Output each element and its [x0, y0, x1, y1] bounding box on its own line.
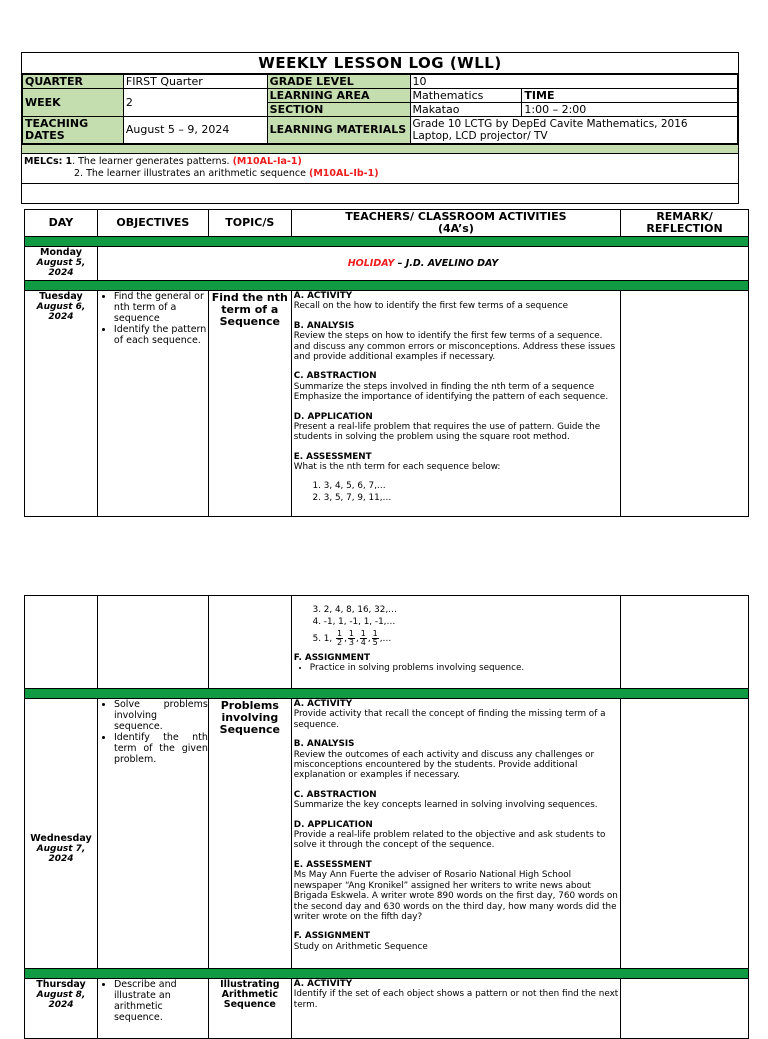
header-info-table: [22, 74, 738, 144]
melcs-label: MELCs:: [24, 156, 63, 167]
remark-tuesday: [621, 291, 749, 517]
lesson-table-page-1: [24, 209, 749, 517]
table-row-tuesday-cont: [25, 596, 749, 689]
list-item: • Practice in solving problems involving sequence.: [310, 663, 618, 673]
document-title: WEEKLY LESSON LOG (WLL): [22, 53, 738, 74]
list-item: • Find the general or nth term of a sequence: [114, 291, 208, 324]
list-item: 4. -1, 1, -1, 1, -1,…: [324, 617, 618, 627]
melc-item-2: 2. The learner illustrates an arithmetic sequence (M10AL-Ib-1): [74, 168, 379, 179]
day-thursday: Thursday August 8, 2024: [25, 979, 98, 1039]
topic-tuesday: Find the nth term of a Sequence: [208, 291, 291, 517]
time-value: 1:00 – 2:00: [522, 103, 738, 117]
list-item: • Solve problems involving sequence.: [114, 699, 208, 732]
materials-line-2: Laptop, LCD projector/ TV: [412, 130, 548, 142]
melcs-block: [22, 154, 738, 184]
teaching-dates-label: TEACHING DATES: [23, 117, 124, 144]
week-value: 2: [123, 89, 267, 117]
lesson-log-header: [21, 52, 739, 204]
activities-tuesday: A. ACTIVITY Recall on the how to identify the first few terms of a sequence B. ANALYSIS Review the steps on how to identify the first few terms of a sequence. and discuss any common errors or misconceptions. Address these issues and provide additional examples if necessary. C. ABSTRACTION Summarize the steps involved in finding the nth term of a sequence Emphasize the importance of identifying the pattern of each sequence. D. APPLICATION Present a real-life problem that requires the use of pattern. Guide the students in solving the problem using the square root method. E. ASSESSMENT What is the nth term for each sequence below: 1. 3, 4, 5, 6, 7,… 2. 3, 5, 7, 9, 11,…: [291, 291, 620, 517]
objectives-tuesday: [97, 291, 208, 517]
activities-thursday: A. ACTIVITY Identify if the set of each object shows a pattern or not then find the next term.: [291, 979, 620, 1039]
table-row-thursday: [25, 979, 749, 1039]
table-row-wednesday: [25, 699, 749, 969]
holiday-cell: HOLIDAY – J.D. AVELINO DAY: [97, 247, 748, 281]
quarter-label: QUARTER: [23, 75, 124, 89]
list-item: 5. 1, $\frac{1}{2}$ , $\frac{1}{3}$ , $\frac{1}{4}$ , $\frac{1}{5}$ ,…: [324, 630, 618, 647]
table-header-row: [25, 210, 749, 237]
topic-thursday: Illustrating Arithmetic Sequence: [208, 979, 291, 1039]
col-activities: TEACHERS/ CLASSROOM ACTIVITIES (4A’s): [291, 210, 620, 237]
col-remark: REMARK/ REFLECTION: [621, 210, 749, 237]
separator-band: [25, 969, 749, 979]
learning-area-label: LEARNING AREA: [267, 89, 410, 103]
grade-level-label: GRADE LEVEL: [267, 75, 410, 89]
time-label: TIME: [522, 89, 738, 103]
section-value: Makatao: [410, 103, 522, 117]
grade-level-value: 10: [410, 75, 738, 89]
list-item: 3. 2, 4, 8, 16, 32,…: [324, 605, 618, 615]
quarter-value: FIRST Quarter: [123, 75, 267, 89]
separator-band: [25, 281, 749, 291]
activities-wednesday: A. ACTIVITY Provide activity that recall the concept of finding the missing term of a sequence. B. ANALYSIS Review the outcomes of each activity and discuss any challenges or misconceptions encountered by the students. Provide additional explanation or examples if necessary. C. ABSTRACTION Summarize the key concepts learned in solving involving sequences. D. APPLICATION Provide a real-life problem related to the objective and ask students to solve it through the concept of the sequence. E. ASSESSMENT Ms May Ann Fuerte the adviser of Rosario National High School newspaper “Ang Kronikel” assigned her writers to write news about Brigada Eskwela. A writer wrote 890 words on the first day, 760 words on the second day and 630 words on the third day, how many words did the writer wrote on the fifth day? F. ASSIGNMENT Study on Arithmetic Sequence: [291, 699, 620, 969]
list-item: 2. 3, 5, 7, 9, 11,…: [324, 493, 618, 503]
col-objectives: OBJECTIVES: [97, 210, 208, 237]
list-item: • Identify the nth term of the given problem.: [114, 732, 208, 765]
learning-materials-value: [410, 117, 738, 144]
learning-materials-label: LEARNING MATERIALS: [267, 117, 410, 144]
teaching-dates-value: August 5 – 9, 2024: [123, 117, 267, 144]
lesson-table-page-2: [24, 595, 749, 1039]
header-empty-row: [22, 184, 738, 203]
remark-thursday: [621, 979, 749, 1039]
table-row-tuesday: [25, 291, 749, 517]
topic-wednesday: Problems involving Sequence: [208, 699, 291, 969]
objectives-wednesday: [97, 699, 208, 969]
learning-area-value: Mathematics: [410, 89, 522, 103]
section-label: SECTION: [267, 103, 410, 117]
day-wednesday: Wednesday August 7, 2024: [25, 699, 98, 969]
materials-line-1: Grade 10 LCTG by DepEd Cavite Mathematics, 2016: [412, 118, 688, 130]
separator-band: [25, 237, 749, 247]
remark-wednesday: [621, 699, 749, 969]
table-row-monday: [25, 247, 749, 281]
melc-code-2: (M10AL-Ib-1): [308, 168, 379, 179]
day-monday: Monday August 5, 2024: [25, 247, 98, 281]
col-day: DAY: [25, 210, 98, 237]
list-item: 1. 3, 4, 5, 6, 7,…: [324, 481, 618, 491]
list-item: • Describe and illustrate an arithmetic sequence.: [114, 979, 208, 1023]
melc-item-1: MELCs: 1. The learner generates patterns. (M10AL-Ia-1): [24, 156, 302, 167]
activities-tuesday-cont: 3. 2, 4, 8, 16, 32,… 4. -1, 1, -1, 1, -1,… 5. 1, $\frac{1}{2}$ , $\frac{1}{3}$ , $\frac{1}{4}$ , $\frac{1}{5}$ ,… F. ASSIGNMENT • Practice in solving problems involving sequence.: [291, 596, 620, 689]
header-band: [22, 144, 738, 154]
week-label: WEEK: [23, 89, 124, 117]
separator-band: [25, 689, 749, 699]
melc-code-1: (M10AL-Ia-1): [232, 156, 302, 167]
objectives-thursday: [97, 979, 208, 1039]
list-item: • Identify the pattern of each sequence.: [114, 324, 208, 346]
col-topics: TOPIC/S: [208, 210, 291, 237]
day-tuesday: Tuesday August 6, 2024: [25, 291, 98, 517]
